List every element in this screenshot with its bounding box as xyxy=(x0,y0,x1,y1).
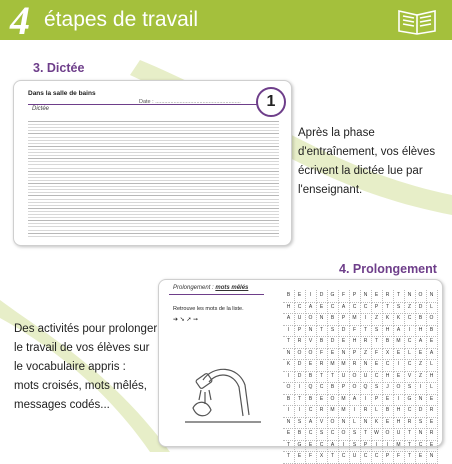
word-search-cell: B xyxy=(305,371,317,384)
word-search-cell: A xyxy=(327,440,339,453)
prolongement-label: Prolongement : mots mêlés xyxy=(173,285,249,291)
word-search-cell: F xyxy=(371,348,383,361)
writing-line xyxy=(28,202,279,203)
word-search-cell: B xyxy=(327,313,339,326)
word-search-cell: E xyxy=(327,348,339,361)
writing-line xyxy=(28,223,279,224)
word-search-cell: A xyxy=(283,313,295,326)
word-search-cell: I xyxy=(283,405,295,418)
writing-line xyxy=(28,149,279,150)
word-search-cell: E xyxy=(305,359,317,372)
word-search-cell: D xyxy=(415,302,427,315)
word-search-cell: T xyxy=(393,290,405,303)
word-search-cell: F xyxy=(316,348,328,361)
writing-line xyxy=(28,152,279,153)
word-search-cell: T xyxy=(404,451,416,464)
word-search-cell: H xyxy=(415,325,427,338)
word-search-cell: D xyxy=(327,336,339,349)
writing-line xyxy=(28,189,279,190)
word-search-cell: E xyxy=(382,394,394,407)
writing-line xyxy=(28,217,279,218)
word-search-cell: T xyxy=(360,428,372,441)
word-search-cell: T xyxy=(404,428,416,441)
writing-line xyxy=(28,226,279,227)
word-search-cell: P xyxy=(371,394,383,407)
word-search-cell: N xyxy=(305,325,317,338)
word-search-cell: S xyxy=(316,428,328,441)
word-search-cell: K xyxy=(283,359,295,372)
word-search-cell: U xyxy=(360,371,372,384)
word-search-cell: R xyxy=(316,405,328,418)
writing-line xyxy=(28,171,279,172)
word-search-cell: B xyxy=(283,290,295,303)
word-search-cell: O xyxy=(338,428,350,441)
word-search-cell: Z xyxy=(415,371,427,384)
word-search-cell: O xyxy=(294,348,306,361)
word-search-cell: D xyxy=(294,359,306,372)
word-search-cell: C xyxy=(371,371,383,384)
writing-line xyxy=(28,140,279,141)
word-search-cell: T xyxy=(316,371,328,384)
word-search-cell: I xyxy=(294,382,306,395)
word-search-cell: R xyxy=(382,290,394,303)
word-search-cell: M xyxy=(338,359,350,372)
header-bar xyxy=(0,0,452,43)
word-search-cell: C xyxy=(338,451,350,464)
writing-line xyxy=(28,205,279,206)
word-search-cell: V xyxy=(404,371,416,384)
word-search-cell: R xyxy=(360,405,372,418)
word-search-cell: Q xyxy=(360,382,372,395)
word-search-cell: N xyxy=(338,417,350,430)
word-search-cell: E xyxy=(426,440,438,453)
word-search-cell: S xyxy=(349,440,361,453)
word-search-cell: B xyxy=(283,394,295,407)
word-search-cell: N xyxy=(360,417,372,430)
word-search-cell: E xyxy=(415,451,427,464)
word-search-cell: O xyxy=(415,290,427,303)
writing-line xyxy=(28,155,279,156)
word-search-cell: I xyxy=(283,325,295,338)
word-search-cell: I xyxy=(305,290,317,303)
writing-line xyxy=(28,124,279,125)
word-search-cell: S xyxy=(294,417,306,430)
word-search-cell: A xyxy=(415,336,427,349)
writing-line xyxy=(28,168,279,169)
word-search-cell: T xyxy=(360,325,372,338)
word-search-cell: S xyxy=(393,302,405,315)
word-search-cell: M xyxy=(327,359,339,372)
writing-line xyxy=(28,211,279,212)
word-search-cell: L xyxy=(426,382,438,395)
word-search-cell: E xyxy=(393,348,405,361)
writing-line xyxy=(28,195,279,196)
word-search-cell: N xyxy=(426,290,438,303)
word-search-cell: P xyxy=(349,290,361,303)
word-search-cell: R xyxy=(316,359,328,372)
word-search-cell: N xyxy=(338,348,350,361)
word-search-cell: S xyxy=(371,325,383,338)
word-search-cell: L xyxy=(349,417,361,430)
direction-arrows: ➔ ➘ ➚ ➙ xyxy=(173,317,199,323)
word-search-cell: O xyxy=(327,417,339,430)
writing-line xyxy=(28,183,279,184)
word-search-cell: C xyxy=(327,302,339,315)
word-search-cell: C xyxy=(349,302,361,315)
writing-line xyxy=(28,174,279,175)
word-search-cell: N xyxy=(415,394,427,407)
word-search-cell: C xyxy=(382,359,394,372)
word-search-cell: N xyxy=(360,359,372,372)
word-search-cell: O xyxy=(426,313,438,326)
word-search-cell: R xyxy=(360,336,372,349)
word-search-cell: I xyxy=(404,325,416,338)
word-search-cell: P xyxy=(338,313,350,326)
word-search-cell: X xyxy=(382,348,394,361)
word-search-cell: M xyxy=(393,336,405,349)
word-search-cell: N xyxy=(404,290,416,303)
word-search-cell: V xyxy=(316,417,328,430)
word-search-cell: W xyxy=(371,428,383,441)
word-search-cell: C xyxy=(316,382,328,395)
word-search-cell: A xyxy=(349,394,361,407)
word-search-cell: O xyxy=(393,382,405,395)
word-search-cell: H xyxy=(393,417,405,430)
word-search-cell: P xyxy=(382,451,394,464)
word-search-cell: U xyxy=(338,371,350,384)
word-search-cell: U xyxy=(349,451,361,464)
writing-line xyxy=(28,137,279,138)
word-search-cell: I xyxy=(360,313,372,326)
word-search-cell: F xyxy=(393,451,405,464)
word-search-cell: K xyxy=(393,313,405,326)
word-search-cell: E xyxy=(338,336,350,349)
word-search-cell: R xyxy=(426,428,438,441)
word-search-cell: C xyxy=(371,451,383,464)
faucet-illustration xyxy=(183,360,263,430)
label-rule xyxy=(169,294,264,295)
word-search-cell: O xyxy=(283,382,295,395)
word-search-cell: F xyxy=(305,451,317,464)
word-search-cell: E xyxy=(426,417,438,430)
word-search-cell: T xyxy=(283,451,295,464)
word-search-cell: J xyxy=(382,382,394,395)
word-search-cell: P xyxy=(371,302,383,315)
word-search-cell: A xyxy=(305,417,317,430)
word-search-cell: K xyxy=(382,313,394,326)
word-search-cell: K xyxy=(371,417,383,430)
word-search-cell: Z xyxy=(404,302,416,315)
lesson-number-badge: 1 xyxy=(256,87,286,117)
word-search-cell: T xyxy=(371,336,383,349)
word-search-cell: O xyxy=(349,382,361,395)
word-search-cell: E xyxy=(305,440,317,453)
date-label: Date : ........................................................ xyxy=(139,99,241,105)
word-search-cell: A xyxy=(305,302,317,315)
writing-line xyxy=(28,161,279,162)
writing-line xyxy=(28,186,279,187)
writing-line xyxy=(28,130,279,131)
word-search-cell: E xyxy=(415,348,427,361)
word-search-cell: I xyxy=(371,440,383,453)
word-search-cell: R xyxy=(404,417,416,430)
word-search-cell: F xyxy=(349,325,361,338)
word-search-cell: H xyxy=(349,336,361,349)
word-search-cell: S xyxy=(415,417,427,430)
writing-line xyxy=(28,180,279,181)
writing-line xyxy=(28,233,279,234)
dictee-card-subtitle: Dictée xyxy=(32,106,50,112)
writing-line xyxy=(28,220,279,221)
word-search-cell: O xyxy=(305,348,317,361)
word-search-cell: A xyxy=(338,302,350,315)
word-search-cell: G xyxy=(294,440,306,453)
word-search-cell: P xyxy=(338,382,350,395)
word-search-cell: C xyxy=(294,302,306,315)
word-search-cell: C xyxy=(415,440,427,453)
writing-line xyxy=(28,146,279,147)
word-search-cell: T xyxy=(316,325,328,338)
writing-line xyxy=(28,177,279,178)
section-title-dictee: 3. Dictée xyxy=(33,61,85,75)
word-search-cell: S xyxy=(349,428,361,441)
word-search-cell: T xyxy=(283,336,295,349)
word-search-cell: C xyxy=(305,405,317,418)
word-search-cell: M xyxy=(327,405,339,418)
word-search-cell: D xyxy=(316,290,328,303)
word-search-cell: B xyxy=(382,405,394,418)
word-search-cell: E xyxy=(426,394,438,407)
word-search-cell: L xyxy=(426,302,438,315)
step-number: 4 xyxy=(10,0,30,43)
word-search-cell: H xyxy=(393,405,405,418)
word-search-cell: Z xyxy=(360,348,372,361)
word-search-cell: E xyxy=(393,371,405,384)
word-search-cell: R xyxy=(426,405,438,418)
word-search-cell: E xyxy=(316,394,328,407)
word-search-cell: B xyxy=(305,394,317,407)
page-title: étapes de travail xyxy=(44,8,199,31)
word-search-cell: A xyxy=(426,348,438,361)
word-search-cell: Z xyxy=(415,359,427,372)
word-search-cell: I xyxy=(360,394,372,407)
writing-line xyxy=(28,208,279,209)
word-search-cell: X xyxy=(316,451,328,464)
section-title-prolongement: 4. Prolongement xyxy=(339,262,437,276)
writing-line xyxy=(28,236,279,237)
word-search-cell: H xyxy=(382,371,394,384)
writing-line xyxy=(28,143,279,144)
writing-line xyxy=(28,121,279,122)
word-search-cell: B xyxy=(415,313,427,326)
word-search-cell: F xyxy=(338,290,350,303)
word-search-cell: S xyxy=(327,325,339,338)
word-search-cell: C xyxy=(404,336,416,349)
word-search-cell: L xyxy=(426,359,438,372)
writing-line xyxy=(28,164,279,165)
word-search-cell: B xyxy=(294,428,306,441)
word-search-cell: I xyxy=(283,371,295,384)
word-search-cell: R xyxy=(349,359,361,372)
word-search-cell: S xyxy=(404,382,416,395)
word-search-cell: T xyxy=(404,440,416,453)
word-search-cell: C xyxy=(360,451,372,464)
word-search-cell: P xyxy=(294,325,306,338)
word-search-cell: M xyxy=(349,313,361,326)
word-search-cell: N xyxy=(415,428,427,441)
word-search-cell: G xyxy=(327,290,339,303)
dictee-card-title: Dans la salle de bains xyxy=(28,90,96,97)
open-book-icon xyxy=(395,3,441,37)
word-search-cell: N xyxy=(283,348,295,361)
writing-line xyxy=(28,127,279,128)
word-search-cell: N xyxy=(283,417,295,430)
word-search-cell: T xyxy=(283,440,295,453)
title-rule xyxy=(28,104,258,105)
word-search-cell: I xyxy=(338,440,350,453)
word-search-cell: B xyxy=(316,336,328,349)
writing-line xyxy=(28,192,279,193)
word-search-cell: D xyxy=(415,405,427,418)
instruction-text: Retrouve les mots de la liste. xyxy=(173,306,244,312)
word-search-cell: M xyxy=(393,440,405,453)
word-search-cell: N xyxy=(316,313,328,326)
word-search-cell: S xyxy=(371,382,383,395)
word-search-cell: C xyxy=(316,440,328,453)
word-search-cell: E xyxy=(382,417,394,430)
word-search-cell: V xyxy=(305,336,317,349)
word-search-cell: N xyxy=(360,290,372,303)
word-search-cell: N xyxy=(426,451,438,464)
word-search-cell: I xyxy=(415,382,427,395)
word-search-cell: D xyxy=(338,325,350,338)
word-search-cell: T xyxy=(327,371,339,384)
word-search-cell: H xyxy=(426,371,438,384)
word-search-cell: H xyxy=(382,325,394,338)
word-search-cell: E xyxy=(283,428,295,441)
prolongement-card xyxy=(158,279,443,459)
dictee-card xyxy=(13,80,292,246)
word-search-cell: L xyxy=(404,348,416,361)
word-search-cell: T xyxy=(327,451,339,464)
word-search-cell: C xyxy=(404,359,416,372)
word-search-cell: I xyxy=(393,359,405,372)
word-search-cell: U xyxy=(393,428,405,441)
word-search-cell: E xyxy=(294,290,306,303)
word-search-cell: E xyxy=(426,336,438,349)
word-search-cell: I xyxy=(294,405,306,418)
word-search-cell: T xyxy=(382,302,394,315)
writing-line xyxy=(28,158,279,159)
word-search-cell: B xyxy=(327,382,339,395)
word-search-cell: B xyxy=(426,325,438,338)
word-search-cell: C xyxy=(360,302,372,315)
word-search-cell: M xyxy=(338,394,350,407)
word-search-cell: C xyxy=(327,428,339,441)
word-search-cell: U xyxy=(294,313,306,326)
writing-lines xyxy=(28,121,279,239)
writing-line xyxy=(28,133,279,134)
word-search-cell: C xyxy=(404,313,416,326)
word-search-cell: T xyxy=(294,394,306,407)
writing-line xyxy=(28,214,279,215)
word-search-grid xyxy=(283,290,437,462)
word-search-cell: P xyxy=(349,348,361,361)
word-search-cell: R xyxy=(294,336,306,349)
word-search-cell: M xyxy=(338,405,350,418)
word-search-cell: E xyxy=(371,359,383,372)
word-search-cell: C xyxy=(404,405,416,418)
prolongement-description: Des activités pour prolonger le travail de vos élèves sur le vocabulaire appris : mots croisés, mots mêlés, messages codés... xyxy=(14,323,158,411)
word-search-cell: O xyxy=(382,428,394,441)
word-search-cell: G xyxy=(404,394,416,407)
word-search-cell: Q xyxy=(305,382,317,395)
word-search-cell: A xyxy=(393,325,405,338)
word-search-cell: L xyxy=(371,405,383,418)
word-search-cell: O xyxy=(305,313,317,326)
word-search-cell: Z xyxy=(371,313,383,326)
word-search-cell: E xyxy=(294,451,306,464)
word-search-cell: P xyxy=(360,440,372,453)
word-search-cell: E xyxy=(316,302,328,315)
word-search-cell: I xyxy=(382,440,394,453)
writing-line xyxy=(28,230,279,231)
word-search-cell: O xyxy=(349,371,361,384)
word-search-cell: E xyxy=(371,290,383,303)
word-search-cell: I xyxy=(393,394,405,407)
word-search-cell: H xyxy=(283,302,295,315)
word-search-cell: O xyxy=(327,394,339,407)
word-search-cell: I xyxy=(349,405,361,418)
word-search-cell: D xyxy=(294,371,306,384)
writing-line xyxy=(28,199,279,200)
word-search-cell: B xyxy=(382,336,394,349)
word-search-cell: C xyxy=(305,428,317,441)
dictee-description: Après la phase d'entraînement, vos élèves écrivent la dictée lue par l'enseignant. xyxy=(298,127,436,196)
